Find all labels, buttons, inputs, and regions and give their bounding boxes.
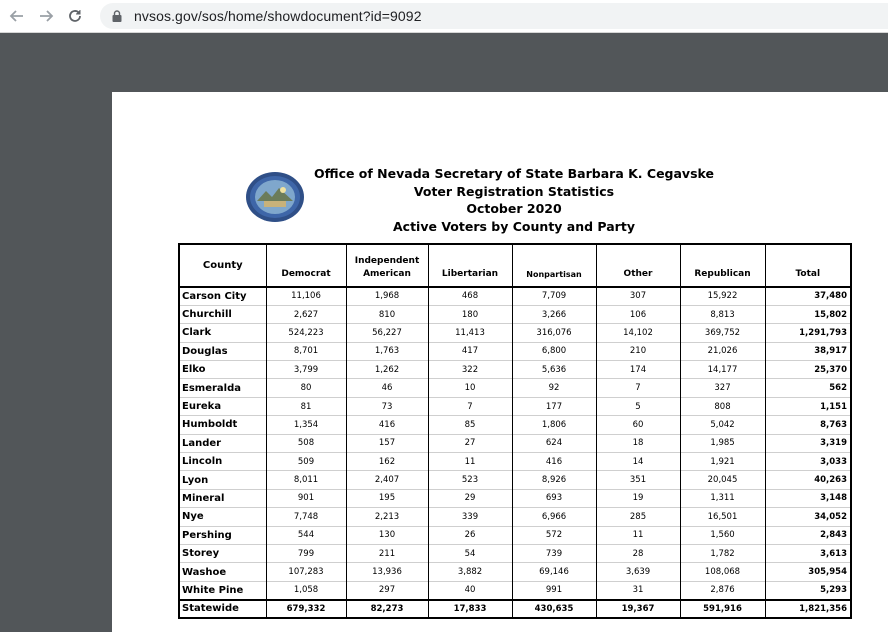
cell-republican: 15,922 <box>680 287 765 305</box>
cell-county: Elko <box>179 361 266 379</box>
cell-democrat: 2,627 <box>266 305 346 323</box>
cell-nonpartisan: 693 <box>512 489 596 507</box>
cell-county: White Pine <box>179 581 266 599</box>
cell-total: 8,763 <box>765 416 851 434</box>
cell-republican: 808 <box>680 397 765 415</box>
cell-total: 2,843 <box>765 526 851 544</box>
voter-registration-table <box>178 243 852 619</box>
col-header-democrat: Democrat <box>266 244 346 287</box>
cell-democrat: 7,748 <box>266 508 346 526</box>
col-header-total: Total <box>765 244 851 287</box>
cell-nonpartisan: 6,800 <box>512 342 596 360</box>
cell-nonpartisan: 5,636 <box>512 361 596 379</box>
cell-total: 305,954 <box>765 563 851 581</box>
cell-county: Storey <box>179 544 266 562</box>
table-row <box>179 544 851 562</box>
cell-other: 307 <box>596 287 680 305</box>
cell-total: 1,151 <box>765 397 851 415</box>
col-header-libertarian: Libertarian <box>428 244 512 287</box>
cell-nonpartisan: 572 <box>512 526 596 544</box>
document-title: Office of Nevada Secretary of State Barbara K. Cegavske <box>314 166 714 181</box>
cell-other: 19,367 <box>596 600 680 618</box>
table-row <box>179 305 851 323</box>
reload-icon[interactable] <box>62 3 88 29</box>
cell-republican: 1,921 <box>680 453 765 471</box>
cell-republican: 591,916 <box>680 600 765 618</box>
cell-county: Churchill <box>179 305 266 323</box>
cell-democrat: 8,701 <box>266 342 346 360</box>
cell-nonpartisan: 177 <box>512 397 596 415</box>
cell-libertarian: 29 <box>428 489 512 507</box>
cell-other: 174 <box>596 361 680 379</box>
cell-libertarian: 26 <box>428 526 512 544</box>
cell-independent-american: 810 <box>346 305 428 323</box>
col-header-county: County <box>179 244 266 287</box>
cell-independent-american: 46 <box>346 379 428 397</box>
cell-total: 5,293 <box>765 581 851 599</box>
cell-libertarian: 11,413 <box>428 324 512 342</box>
cell-independent-american: 56,227 <box>346 324 428 342</box>
pdf-viewer[interactable] <box>0 33 888 630</box>
cell-libertarian: 339 <box>428 508 512 526</box>
cell-county: Lyon <box>179 471 266 489</box>
cell-nonpartisan: 3,266 <box>512 305 596 323</box>
cell-republican: 2,876 <box>680 581 765 599</box>
cell-democrat: 509 <box>266 453 346 471</box>
cell-independent-american: 1,262 <box>346 361 428 379</box>
cell-total: 1,821,356 <box>765 600 851 618</box>
cell-other: 18 <box>596 434 680 452</box>
cell-total: 3,319 <box>765 434 851 452</box>
cell-other: 210 <box>596 342 680 360</box>
cell-libertarian: 3,882 <box>428 563 512 581</box>
cell-democrat: 81 <box>266 397 346 415</box>
cell-other: 106 <box>596 305 680 323</box>
cell-other: 14,102 <box>596 324 680 342</box>
browser-toolbar <box>0 0 888 33</box>
col-header-republican: Republican <box>680 244 765 287</box>
cell-total: 37,480 <box>765 287 851 305</box>
cell-nonpartisan: 739 <box>512 544 596 562</box>
cell-independent-american: 2,213 <box>346 508 428 526</box>
cell-other: 7 <box>596 379 680 397</box>
cell-county: Pershing <box>179 526 266 544</box>
cell-other: 11 <box>596 526 680 544</box>
cell-democrat: 11,106 <box>266 287 346 305</box>
cell-total: 3,033 <box>765 453 851 471</box>
cell-total: 40,263 <box>765 471 851 489</box>
table-row <box>179 361 851 379</box>
cell-democrat: 679,332 <box>266 600 346 618</box>
cell-independent-american: 211 <box>346 544 428 562</box>
cell-libertarian: 17,833 <box>428 600 512 618</box>
table-row <box>179 508 851 526</box>
cell-nonpartisan: 430,635 <box>512 600 596 618</box>
table-row <box>179 287 851 305</box>
cell-total: 25,370 <box>765 361 851 379</box>
cell-democrat: 524,223 <box>266 324 346 342</box>
statewide-row <box>179 600 851 618</box>
cell-independent-american: 73 <box>346 397 428 415</box>
cell-libertarian: 468 <box>428 287 512 305</box>
document-table-caption: Active Voters by County and Party <box>393 218 635 234</box>
cell-county: Douglas <box>179 342 266 360</box>
cell-republican: 5,042 <box>680 416 765 434</box>
table-row <box>179 453 851 471</box>
cell-republican: 14,177 <box>680 361 765 379</box>
cell-democrat: 901 <box>266 489 346 507</box>
cell-independent-american: 195 <box>346 489 428 507</box>
cell-total: 562 <box>765 379 851 397</box>
col-header-independent-line2: American <box>363 269 411 279</box>
cell-independent-american: 2,407 <box>346 471 428 489</box>
col-header-independent-line1: Independent <box>354 256 420 266</box>
cell-libertarian: 11 <box>428 453 512 471</box>
table-row <box>179 581 851 599</box>
cell-other: 19 <box>596 489 680 507</box>
url-text: nvsos.gov/sos/home/showdocument?id=9092 <box>134 8 422 24</box>
cell-libertarian: 85 <box>428 416 512 434</box>
cell-independent-american: 1,763 <box>346 342 428 360</box>
cell-nonpartisan: 7,709 <box>512 287 596 305</box>
cell-libertarian: 417 <box>428 342 512 360</box>
lock-icon <box>110 9 124 23</box>
cell-independent-american: 157 <box>346 434 428 452</box>
table-header-row <box>179 244 851 287</box>
pdf-page <box>112 92 888 632</box>
cell-county: Carson City <box>179 287 266 305</box>
cell-libertarian: 322 <box>428 361 512 379</box>
cell-total: 34,052 <box>765 508 851 526</box>
cell-other: 3,639 <box>596 563 680 581</box>
cell-republican: 1,560 <box>680 526 765 544</box>
cell-nonpartisan: 991 <box>512 581 596 599</box>
cell-democrat: 1,058 <box>266 581 346 599</box>
cell-independent-american: 162 <box>346 453 428 471</box>
cell-republican: 1,782 <box>680 544 765 562</box>
table-row <box>179 471 851 489</box>
cell-county: Clark <box>179 324 266 342</box>
cell-libertarian: 27 <box>428 434 512 452</box>
table-row <box>179 342 851 360</box>
cell-republican: 20,045 <box>680 471 765 489</box>
cell-county: Mineral <box>179 489 266 507</box>
cell-nonpartisan: 6,966 <box>512 508 596 526</box>
nevada-seal-icon <box>244 171 306 223</box>
table-row <box>179 526 851 544</box>
cell-republican: 1,311 <box>680 489 765 507</box>
cell-republican: 108,068 <box>680 563 765 581</box>
cell-republican: 1,985 <box>680 434 765 452</box>
cell-nonpartisan: 416 <box>512 453 596 471</box>
cell-county: Humboldt <box>179 416 266 434</box>
cell-other: 60 <box>596 416 680 434</box>
table-row <box>179 563 851 581</box>
col-header-other: Other <box>596 244 680 287</box>
cell-other: 14 <box>596 453 680 471</box>
cell-democrat: 80 <box>266 379 346 397</box>
table-row <box>179 397 851 415</box>
cell-republican: 327 <box>680 379 765 397</box>
cell-nonpartisan: 316,076 <box>512 324 596 342</box>
cell-county: Statewide <box>179 600 266 618</box>
cell-libertarian: 54 <box>428 544 512 562</box>
cell-nonpartisan: 624 <box>512 434 596 452</box>
cell-independent-american: 1,968 <box>346 287 428 305</box>
table-row <box>179 489 851 507</box>
arrow-right-icon[interactable] <box>33 3 59 29</box>
cell-county: Eureka <box>179 397 266 415</box>
cell-total: 38,917 <box>765 342 851 360</box>
cell-libertarian: 7 <box>428 397 512 415</box>
cell-independent-american: 130 <box>346 526 428 544</box>
cell-democrat: 544 <box>266 526 346 544</box>
cell-total: 1,291,793 <box>765 324 851 342</box>
arrow-left-icon[interactable] <box>4 3 30 29</box>
cell-nonpartisan: 69,146 <box>512 563 596 581</box>
document-titles <box>312 165 716 235</box>
col-header-independent-american <box>346 244 428 287</box>
cell-republican: 16,501 <box>680 508 765 526</box>
cell-independent-american: 82,273 <box>346 600 428 618</box>
cell-total: 3,148 <box>765 489 851 507</box>
cell-nonpartisan: 1,806 <box>512 416 596 434</box>
address-bar[interactable] <box>100 3 888 29</box>
cell-other: 351 <box>596 471 680 489</box>
cell-democrat: 8,011 <box>266 471 346 489</box>
cell-libertarian: 180 <box>428 305 512 323</box>
table-row <box>179 324 851 342</box>
cell-republican: 369,752 <box>680 324 765 342</box>
cell-independent-american: 297 <box>346 581 428 599</box>
cell-county: Washoe <box>179 563 266 581</box>
cell-other: 31 <box>596 581 680 599</box>
cell-libertarian: 40 <box>428 581 512 599</box>
cell-democrat: 107,283 <box>266 563 346 581</box>
cell-democrat: 508 <box>266 434 346 452</box>
cell-libertarian: 523 <box>428 471 512 489</box>
cell-other: 285 <box>596 508 680 526</box>
table-row <box>179 416 851 434</box>
col-header-nonpartisan: Nonpartisan <box>512 244 596 287</box>
cell-county: Nye <box>179 508 266 526</box>
cell-county: Esmeralda <box>179 379 266 397</box>
cell-other: 28 <box>596 544 680 562</box>
cell-nonpartisan: 8,926 <box>512 471 596 489</box>
cell-county: Lander <box>179 434 266 452</box>
cell-democrat: 1,354 <box>266 416 346 434</box>
cell-total: 15,802 <box>765 305 851 323</box>
cell-republican: 8,813 <box>680 305 765 323</box>
document-subtitle: Voter Registration Statistics <box>413 183 615 199</box>
cell-republican: 21,026 <box>680 342 765 360</box>
document-date: October 2020 <box>466 201 562 216</box>
cell-democrat: 3,799 <box>266 361 346 379</box>
cell-county: Lincoln <box>179 453 266 471</box>
cell-libertarian: 10 <box>428 379 512 397</box>
cell-nonpartisan: 92 <box>512 379 596 397</box>
table-row <box>179 434 851 452</box>
cell-democrat: 799 <box>266 544 346 562</box>
cell-independent-american: 416 <box>346 416 428 434</box>
table-row <box>179 379 851 397</box>
cell-independent-american: 13,936 <box>346 563 428 581</box>
cell-total: 3,613 <box>765 544 851 562</box>
cell-other: 5 <box>596 397 680 415</box>
